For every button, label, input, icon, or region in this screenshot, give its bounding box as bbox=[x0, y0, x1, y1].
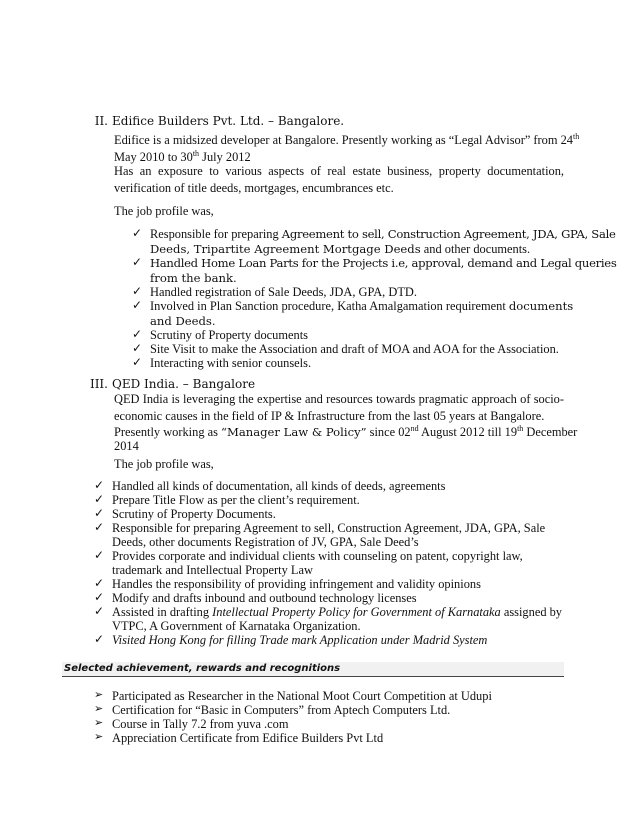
check-icon: ✓ bbox=[132, 284, 143, 298]
superscript: th bbox=[573, 132, 580, 141]
list-item: Site Visit to make the Association and draft of MOA and AOA for the Association. bbox=[150, 342, 559, 356]
check-icon: ✓ bbox=[94, 506, 105, 520]
text: Presently working as bbox=[114, 425, 222, 440]
list-item-cont: Deeds, other documents Registration of JV, GPA, Sale Deed’s bbox=[112, 535, 419, 549]
section-title: QED India. – Bangalore bbox=[112, 377, 256, 391]
achievement-item: Participated as Researcher in the National Moot Court Competition at Udupi bbox=[112, 689, 492, 703]
check-icon: ✓ bbox=[132, 226, 143, 240]
list-item-cont: trademark and Intellectual Property Law bbox=[112, 563, 313, 577]
check-icon: ✓ bbox=[132, 341, 143, 355]
check-icon: ✓ bbox=[132, 355, 143, 369]
section-heading-qed bbox=[86, 377, 255, 391]
check-icon: ✓ bbox=[94, 632, 105, 646]
achievements-title: Selected achievement, rewards and recognitions bbox=[64, 663, 341, 674]
edifice-exposure-paragraph: Has an exposure to various aspects of real estate business, property documentation, verification of title deeds, mortgages, encumbrances etc. bbox=[114, 164, 564, 195]
list-item: Prepare Title Flow as per the client’s requirement. bbox=[112, 493, 360, 507]
check-icon: ✓ bbox=[94, 604, 105, 618]
list-item: Handled all kinds of documentation, all kinds of deeds, agreements bbox=[112, 479, 446, 493]
qed-year: 2014 bbox=[114, 439, 139, 453]
list-item: Handled Home Loan Parts for the Projects i.e, approval, demand and Legal queries bbox=[150, 256, 617, 270]
superscript: nd bbox=[410, 424, 419, 433]
item-text: Assisted in drafting bbox=[112, 605, 213, 619]
item-italic-text: Intellectual Property Policy for Government of Karnataka bbox=[212, 605, 501, 619]
item-bold-text: Deeds, Tripartite Agreement Mortgage Deeds bbox=[150, 242, 421, 256]
section-number: III. bbox=[89, 377, 108, 391]
check-icon: ✓ bbox=[94, 492, 105, 506]
check-icon: ✓ bbox=[94, 478, 105, 492]
arrow-bullet-icon: ➢ bbox=[94, 703, 104, 715]
list-item-cont: VTPC, A Government of Karnataka Organization. bbox=[112, 619, 361, 633]
achievements-section-header bbox=[62, 662, 564, 677]
qed-intro-paragraph: QED India is leveraging the expertise and resources towards pragmatic approach of socio-economic causes in the field of IP & Infrastructure from the last 05 years at Bangalore. bbox=[114, 392, 564, 423]
text: since 02 bbox=[366, 425, 411, 440]
superscript: th bbox=[192, 149, 200, 158]
check-icon: ✓ bbox=[132, 255, 143, 269]
item-text: assigned by bbox=[500, 605, 563, 619]
check-icon: ✓ bbox=[132, 327, 143, 341]
check-icon: ✓ bbox=[94, 576, 105, 590]
job-title-bold: “Manager Law & Policy” bbox=[221, 425, 367, 440]
text: August 2012 till 19 bbox=[418, 425, 518, 440]
qed-presently-line bbox=[114, 421, 577, 440]
item-text: Involved in Plan Sanction procedure, Katha Amalgamation requirement bbox=[150, 299, 509, 313]
check-icon: ✓ bbox=[94, 590, 105, 604]
arrow-bullet-icon: ➢ bbox=[94, 717, 104, 729]
list-item: Scrutiny of Property documents bbox=[150, 328, 308, 342]
item-text: and other documents. bbox=[420, 242, 531, 256]
list-item: Responsible for preparing Agreement to sell, Construction Agreement, JDA, GPA, Sale bbox=[112, 521, 546, 535]
check-icon: ✓ bbox=[94, 520, 105, 534]
list-item: Interacting with senior counsels. bbox=[150, 356, 312, 370]
list-item: Provides corporate and individual clients with counseling on patent, copyright law, bbox=[112, 549, 523, 563]
list-item: Handles the responsibility of providing infringement and validity opinions bbox=[112, 577, 481, 591]
list-item bbox=[150, 298, 573, 314]
check-icon: ✓ bbox=[94, 548, 105, 562]
list-item: Visited Hong Kong for filling Trade mark Application under Madrid System bbox=[112, 633, 488, 647]
section-number: II. bbox=[94, 114, 108, 128]
list-item: Handled registration of Sale Deeds, JDA, GPA, DTD. bbox=[150, 285, 417, 299]
list-item: Modify and drafts inbound and outbound technology licenses bbox=[112, 591, 417, 605]
item-bold-text: documents bbox=[508, 299, 574, 313]
list-item-cont: and Deeds. bbox=[150, 314, 216, 328]
arrow-bullet-icon: ➢ bbox=[94, 689, 104, 701]
qed-job-profile-label: The job profile was, bbox=[114, 457, 214, 471]
check-icon: ✓ bbox=[132, 298, 143, 312]
arrow-bullet-icon: ➢ bbox=[94, 731, 104, 743]
edifice-intro-text: Edifice is a midsized developer at Bangalore. Presently working as “Legal Advisor” from 24 bbox=[114, 133, 574, 148]
edifice-date-text-end: July 2012 bbox=[199, 150, 251, 165]
list-item bbox=[150, 226, 616, 242]
superscript: th bbox=[517, 424, 524, 433]
item-bold-text: Agreement to sell, Construction Agreement, JDA, GPA, Sale bbox=[281, 227, 616, 241]
text: December bbox=[523, 425, 578, 440]
list-item-cont: from the bank. bbox=[150, 271, 237, 285]
item-text: Responsible for preparing bbox=[150, 227, 282, 241]
achievement-item: Certification for “Basic in Computers” from Aptech Computers Ltd. bbox=[112, 703, 451, 717]
section-heading-edifice bbox=[86, 114, 344, 128]
achievement-item: Appreciation Certificate from Edifice Builders Pvt Ltd bbox=[112, 731, 384, 745]
edifice-date-text: May 2010 to 30 bbox=[114, 150, 193, 165]
edifice-job-profile-label: The job profile was, bbox=[114, 204, 214, 218]
list-item: Scrutiny of Property Documents. bbox=[112, 507, 276, 521]
achievement-item: Course in Tally 7.2 from yuva .com bbox=[112, 717, 289, 731]
section-title: Edifice Builders Pvt. Ltd. – Bangalore. bbox=[112, 114, 345, 128]
